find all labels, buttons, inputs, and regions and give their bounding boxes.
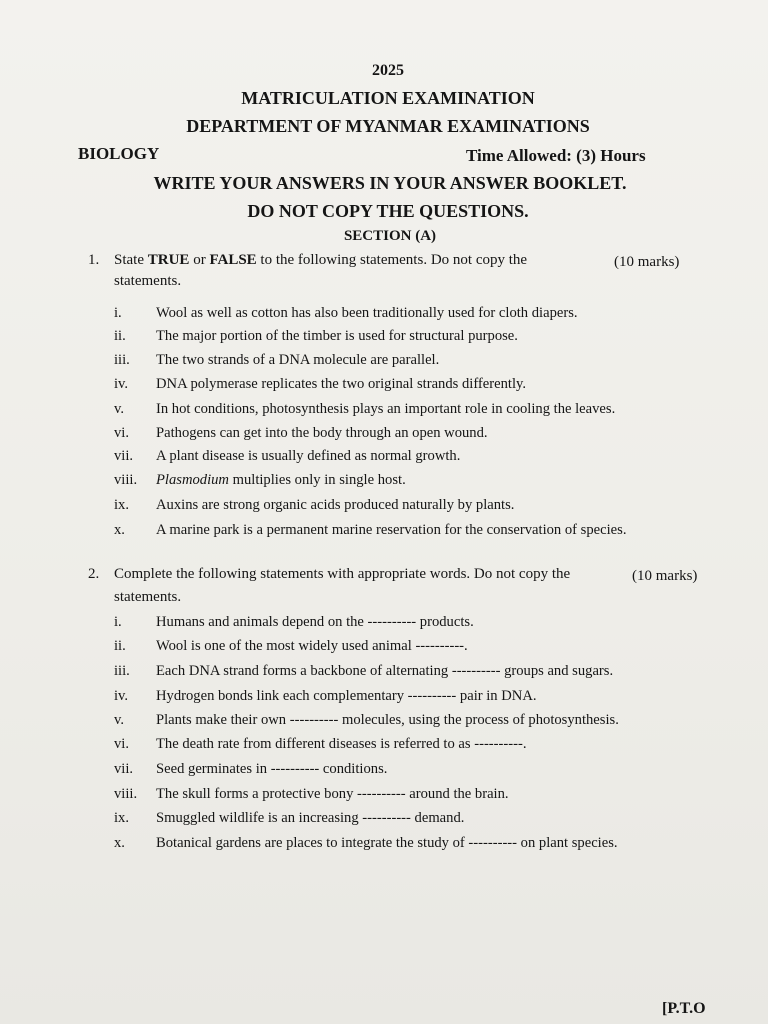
item-numeral: viii. <box>114 472 138 488</box>
item-numeral: viii. <box>114 786 138 802</box>
q2-item <box>114 663 714 685</box>
or-word: or <box>189 252 210 268</box>
exam-title: MATRICULATION EXAMINATION <box>241 88 535 108</box>
q2-item <box>114 835 714 857</box>
q1-item <box>114 352 714 374</box>
q2-item <box>114 614 714 636</box>
item-numeral: v. <box>114 712 124 728</box>
instruction-answer-booklet: WRITE YOUR ANSWERS IN YOUR ANSWER BOOKLET. <box>153 173 627 193</box>
question-1-text-pre: State <box>114 252 148 268</box>
question-2-marks: (10 marks) <box>632 568 698 584</box>
q1-item <box>114 425 714 447</box>
instruction-do-not-copy: DO NOT COPY THE QUESTIONS. <box>247 201 529 221</box>
item-numeral: vii. <box>114 448 134 464</box>
question-1-marks: (10 marks) <box>614 254 680 270</box>
species-name-italic: Plasmodium <box>156 472 229 488</box>
item-numeral: iv. <box>114 376 129 392</box>
item-statement <box>156 472 406 489</box>
item-statement: The death rate from different diseases is referred to as ----------. <box>156 736 527 752</box>
q2-item <box>114 786 714 808</box>
item-numeral: vi. <box>114 425 129 441</box>
item-numeral: iv. <box>114 688 129 704</box>
item-numeral: i. <box>114 305 122 321</box>
item-statement: Smuggled wildlife is an increasing ---------- demand. <box>156 810 465 826</box>
question-1-number: 1. <box>88 252 100 268</box>
item-statement: Auxins are strong organic acids produced naturally by plants. <box>156 497 515 513</box>
item-statement: A marine park is a permanent marine reservation for the conservation of species. <box>156 522 627 538</box>
question-1-continuation: statements. <box>114 273 182 289</box>
q2-item <box>114 736 714 758</box>
item-numeral: ix. <box>114 497 129 513</box>
item-numeral: iii. <box>114 663 130 679</box>
exam-year: 2025 <box>372 62 404 79</box>
item-statement: The skull forms a protective bony ---------- around the brain. <box>156 786 509 802</box>
please-turn-over: [P.T.O <box>662 1000 706 1017</box>
q2-item <box>114 810 714 832</box>
item-numeral: ii. <box>114 638 126 654</box>
item-statement: Seed germinates in ---------- conditions. <box>156 761 388 777</box>
item-statement: In hot conditions, photosynthesis plays an important role in cooling the leaves. <box>156 401 616 417</box>
subject-label: BIOLOGY <box>78 144 160 163</box>
question-1-text-post: to the following statements. Do not copy the <box>256 252 528 268</box>
question-2-text: Complete the following statements with appropriate words. Do not copy the <box>114 566 571 582</box>
item-statement: A plant disease is usually defined as normal growth. <box>156 448 461 464</box>
true-keyword: TRUE <box>147 252 190 268</box>
item-statement: Wool as well as cotton has also been traditionally used for cloth diapers. <box>156 305 578 321</box>
item-numeral: vi. <box>114 736 129 752</box>
item-numeral: x. <box>114 835 125 851</box>
section-heading: SECTION (A) <box>343 228 437 244</box>
item-statement: Humans and animals depend on the ---------- products. <box>156 614 474 630</box>
q1-item <box>114 328 714 350</box>
item-numeral: vii. <box>114 761 134 777</box>
question-1-text <box>114 252 527 269</box>
time-allowed: Time Allowed: (3) Hours <box>466 146 646 165</box>
item-statement: DNA polymerase replicates the two original strands differently. <box>156 376 527 392</box>
item-numeral: iii. <box>114 352 130 368</box>
item-numeral: ix. <box>114 810 129 826</box>
item-numeral: v. <box>114 401 124 417</box>
item-statement: Pathogens can get into the body through an open wound. <box>156 425 488 441</box>
item-numeral: x. <box>114 522 125 538</box>
q2-item <box>114 712 714 734</box>
q1-item <box>114 522 714 544</box>
q1-item <box>114 401 714 423</box>
item-statement: Botanical gardens are places to integrate the study of ---------- on plant species. <box>156 835 618 851</box>
question-2-number: 2. <box>88 566 100 582</box>
question-2-continuation: statements. <box>114 589 182 605</box>
item-statement: Wool is one of the most widely used animal ----------. <box>156 638 468 654</box>
department-title: DEPARTMENT OF MYANMAR EXAMINATIONS <box>186 116 590 136</box>
q2-item <box>114 638 714 660</box>
q1-item <box>114 448 714 470</box>
q1-item <box>114 305 714 327</box>
q1-item <box>114 472 714 494</box>
q2-item <box>114 761 714 783</box>
q1-item <box>114 497 714 519</box>
item-statement: Each DNA strand forms a backbone of alternating ---------- groups and sugars. <box>156 663 614 679</box>
item-statement: The major portion of the timber is used for structural purpose. <box>156 328 518 344</box>
item-numeral: i. <box>114 614 122 630</box>
item-statement-rest: multiplies only in single host. <box>228 472 406 488</box>
q2-item <box>114 688 714 710</box>
item-statement: Hydrogen bonds link each complementary ---------- pair in DNA. <box>156 688 537 704</box>
item-statement: Plants make their own ---------- molecules, using the process of photosynthesis. <box>156 712 619 728</box>
q1-item <box>114 376 714 398</box>
item-statement: The two strands of a DNA molecule are parallel. <box>156 352 440 368</box>
item-numeral: ii. <box>114 328 126 344</box>
false-keyword: FALSE <box>209 252 257 268</box>
